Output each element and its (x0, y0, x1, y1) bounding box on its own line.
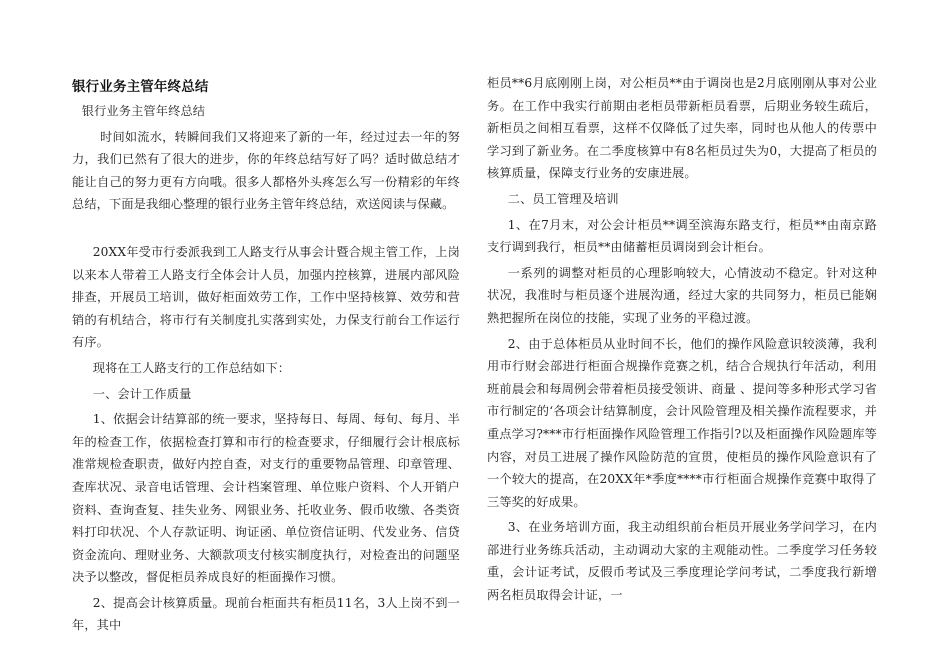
staff-item-2: 2、由于总体柜员从业时间不长，他们的操作风险意识较淡薄，我利用市行财会部进行柜面合规操作竞赛之机，结合合规执行年活动，利用班前晨会和每周例会带着柜员接受领讲、商量 、提问等多种形式学习省市行制定的‘各项会计结算制度，会计风险管理及相关操作流程要求，并重点学习?***市行柜面操作风险管理工作指引?以及柜面操作风险题库等内容，对员工进展了操作风险防范的宣贯，使柜员的操作风险意识有了一个较大的提高，在20XX年*季度****市行柜面合规操作竞赛中取得了三等奖的好成果。 (487, 336, 877, 509)
summary-intro: 现将在工人路支行的工作总结如下： (92, 360, 291, 375)
work-overview-paragraph: 20XX年受市行委派我到工人路支行从事会计暨合规主管工作，上岗以来本人带着工人路支行全体会计人员，加强内控核算，进展内部风险排查，开展员工培训，做好柜面效劳工作，工作中坚持核算、效劳和营销的有机结合，将市行有关制度扎实落到实处，力保支行前台工作运行有序。 (72, 244, 460, 350)
section-heading-accounting: 一、会计工作质量 (92, 386, 192, 401)
intro-paragraph: 时间如流水，转瞬间我们又将迎来了新的一年，经过过去一年的努力，我们已然有了很大的进步，你的年终总结写好了吗？适时做总结才能让自己的努力更有方向哦。很多人都格外头疼怎么写一份精彩的年终总结，下面是我细心整理的银行业务主管年终总结，欢送阅读与保藏。 (72, 129, 460, 212)
section-heading-staff: 二、员工管理及培训 (507, 191, 619, 206)
paragraph-gap (72, 219, 460, 241)
accounting-item-2-continued: 柜员**6月底刚刚上岗，对公柜员**由于调岗也是2月底刚刚从事对公业务。在工作中我实行前期由老柜员带新柜员看票，后期业务较生疏后，新柜员之间相互看票，这样不仅降低了过失率，同时也从他人的传票中学习到了新业务。在二季度核算中有8名柜员过失为0，大提高了柜员的核算质量，保障支行业务的安康进展。 (487, 76, 877, 181)
subtitle: 银行业务主管年终总结 (81, 104, 206, 118)
staff-item-1-detail: 一系列的调整对柜员的心理影响较大，心情波动不稳定。针对这种状况，我准时与柜员逐个进展沟通，经过大家的共同努力，柜员已能娴熟把握所在岗位的技能，实现了业务的平稳过渡。 (487, 265, 877, 325)
right-column (487, 72, 877, 610)
accounting-item-2: 2、提高会计核算质量。现前台柜面共有柜员11名，3人上岗不到一年，其中 (72, 595, 460, 633)
document-title: 银行业务主管年终总结 (72, 79, 209, 95)
left-column (72, 76, 460, 640)
staff-item-1: 1、在7月末，对公会计柜员**调至滨海东路支行，柜员**由南京路支行调到我行，柜员**由储蓄柜员调岗到会计柜台。 (487, 217, 877, 255)
accounting-item-1: 1、依据会计结算部的统一要求，坚持每日、每周、每旬、每月、半年的检查工作，依据检查打算和市行的检查要求，仔细履行会计根底标准常规检查职责，做好内控自查，对支行的重要物品管理、印章管理、查库状况、录音电话管理、会计档案管理、单位账户资料、个人开销户资料、查询查复、挂失业务、网银业务、托收业务、假币收缴、各类资料打印状况、个人存款证明、询证函、单位资信证明、代发业务、信贷资金流向、理财业务、大额款项支付核实制度执行，对检查出的问题坚决予以整改，督促柜员养成良好的柜面操作习惯。 (72, 412, 460, 585)
staff-item-3: 3、在业务培训方面，我主动组织前台柜员开展业务学问学习，在内部进行业务练兵活动，主动调动大家的主观能动性。二季度学习任务较重，会计证考试，反假币考试及三季度理论学问考试，二季度我行新增两名柜员取得会计证，一 (487, 520, 877, 603)
